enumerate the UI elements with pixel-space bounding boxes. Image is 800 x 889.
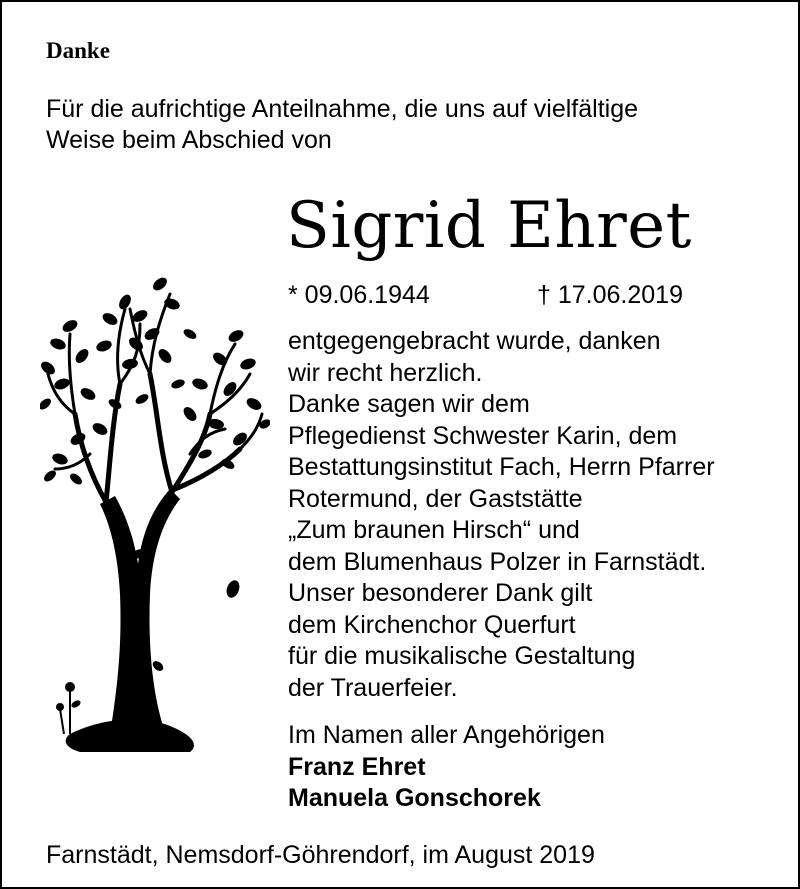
body-line: für die musikalische Gestaltung [288, 642, 636, 670]
body-line: Bestattungsinstitut Fach, Herrn Pfarrer [288, 453, 715, 481]
body-line: wir recht herzlich. [288, 358, 483, 387]
signature-intro: Im Namen aller Angehörigen [288, 721, 605, 749]
place-date-footer: Farnstädt, Nemsdorf-Göhrendorf, im August 2019 [46, 841, 595, 869]
body-line: „Zum braunen Hirsch“ und [288, 516, 580, 544]
deceased-name: Sigrid Ehret [286, 189, 692, 263]
thanks-text [288, 326, 715, 704]
body-line: Rotermund, der Gaststätte [288, 484, 583, 513]
body-line: der Trauerfeier. [288, 673, 458, 702]
heading: Danke [46, 38, 110, 63]
intro-line: Für die aufrichtige Anteilnahme, die uns auf vielfältige [46, 95, 639, 123]
body-line: Unser besonderer Dank gilt [288, 579, 593, 607]
tree-silhouette-icon [40, 264, 270, 769]
body-line: Pflegedienst Schwester Karin, dem [288, 421, 678, 450]
intro-line: Weise beim Abschied von [46, 126, 332, 154]
birth-date: * 09.06.1944 [288, 281, 430, 309]
signature-block [288, 720, 605, 815]
death-date: † 17.06.2019 [537, 281, 683, 309]
signatory: Franz Ehret [288, 752, 426, 781]
body-line: entgegengebracht wurde, danken [288, 327, 661, 355]
body-line: dem Blumenhaus Polzer in Farnstädt. [288, 547, 707, 576]
body-line: Danke sagen wir dem [288, 390, 530, 418]
signatory: Manuela Gonschorek [288, 784, 541, 812]
intro-text [46, 94, 766, 156]
body-line: dem Kirchenchor Querfurt [288, 610, 576, 639]
